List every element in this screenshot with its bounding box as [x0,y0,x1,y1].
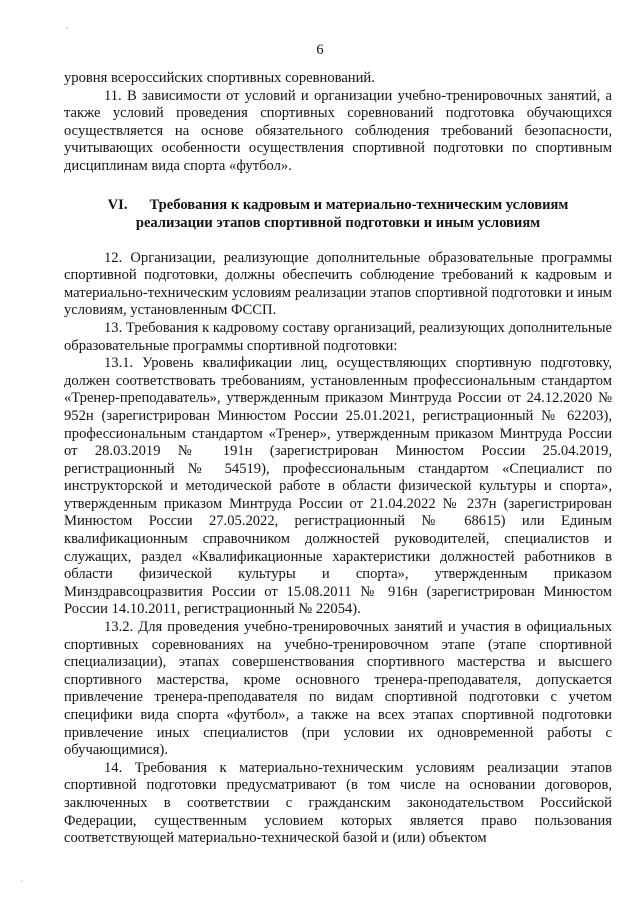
body-text [64,70,612,848]
paragraph-p-14: 14. Требования к материально-техническим условиям реализации этапов спортивной подготовки предусматривают (в том числе на основании договоров, заключенных в соответствии с гражданским законодательством Российской Федерации, существенным условием которых является право пользования соответствующей материально-технической базой и (или) объектом [64,759,612,847]
scan-speck: , [66,20,69,30]
paragraphs-bottom [64,250,612,848]
section-title-line-2: реализации этапов спортивной подготовки и иным условиям [135,214,541,231]
scan-speck: ´ [20,879,23,889]
paragraph-p-13: 13. Требования к кадровому составу организаций, реализующих дополнительные образовательные программы спортивной подготовки: [64,319,612,354]
paragraph-p-continued: уровня всероссийских спортивных соревнований. [64,70,375,86]
section-heading [64,196,612,232]
paragraph-p-11: 11. В зависимости от условий и организации учебно-тренировочных занятий, а также условий проведения спортивных соревнований подготовка обучающихся осуществляется на основе обязательного соблюдения требований безопасности, учитывающих особенности осуществления спортивной подготовки по спортивным дисциплинам вида спорта «футбол». [64,87,612,174]
paragraph-p-13-2: 13.2. Для проведения учебно-тренировочных занятий и участия в официальных спортивных соревнованиях на учебно-тренировочном этапе (этапе спортивной специализации), этапах совершенствования спортивного мастерства и высшего спортивного мастерства, кроме основного тренера-преподавателя, допускается привлечение тренера-преподавателя по видам спортивной подготовки с учетом специфики вида спорта «футбол», а также на всех этапах спортивной подготовки привлечение иных специалистов (при условии их одновременной работы с обучающимися). [64,619,612,759]
paragraph-p-13-1: 13.1. Уровень квалификации лиц, осуществляющих спортивную подготовку, должен соответствовать требованиям, установленным профессиональным стандартом «Тренер-преподаватель», утвержденным приказом Минтруда России от 24.12.2020 № 952н (зарегистрирован Минюстом России 25.01.2021, регистрационный № 62203), профессиональным стандартом «Тренер», утвержденным приказом Минтруда России от 28.03.2019 № 191н (зарегистрирован Минюстом России 25.04.2019, регистрационный № 54519), профессиональным стандартом «Специалист по инструкторской и методической работе в области физической культуры и спорта», утвержденным приказом Минтруда России от 21.04.2022 № 237н (зарегистрирован Минюстом России 27.05.2022, регистрационный № 68615) или Единым квалификационным справочником должностей руководителей, специалистов и служащих, раздел «Квалификационные характеристики должностей работников в области физической культуры и спорта», утвержденным приказом Минздравсоцразвития России от 15.08.2011 № 916н (зарегистрирован Минюстом России 14.10.2011, регистрационный № 22054). [64,355,612,618]
section-number: VI. [107,196,128,213]
section-title-line-1 [64,196,612,214]
page-number: 6 [316,42,324,58]
section-title-text-1: Требования к кадровым и материально-техническим условиям [149,196,569,213]
paragraph-p-12: 12. Организации, реализующие дополнительные образовательные программы спортивной подготовки, должны обеспечить соблюдение требований к кадровым и материально-техническим условиям реализации этапов спортивной подготовки и иным условиям, установленным ФССП. [64,249,612,319]
paragraphs-top [64,70,612,176]
